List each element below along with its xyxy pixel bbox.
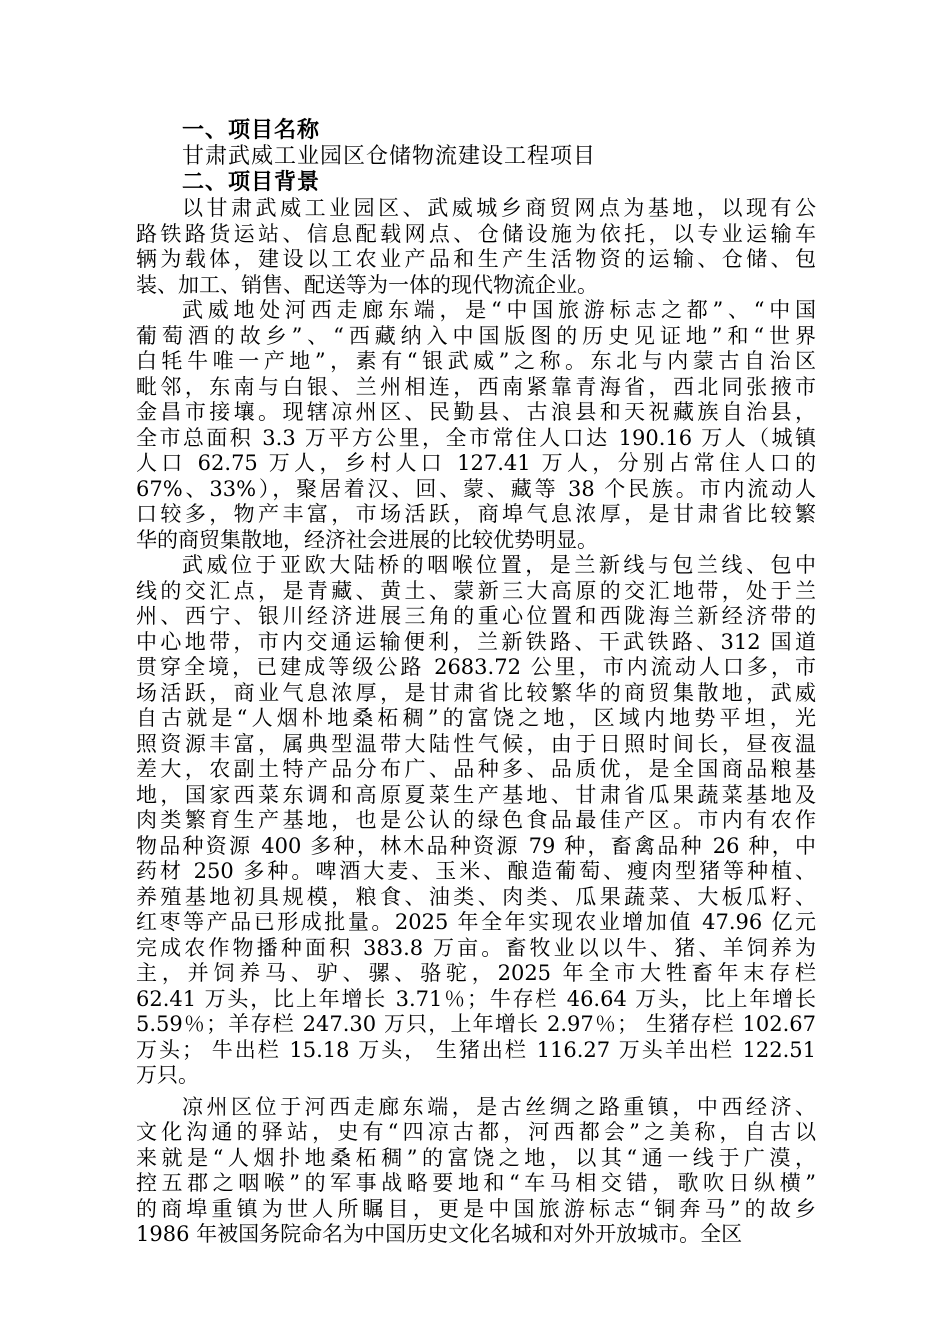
paragraph-line: 来就是“人烟扑地桑柘稠”的富饶之地，以其“通一线于广漠， (136, 1145, 816, 1170)
paragraph-line: 1986 年被国务院命名为中国历史文化名城和对外开放城市。全区 (136, 1222, 743, 1246)
paragraph-line: 路铁路货运站、信息配载网点、仓储设施为依托，以专业运输车 (136, 221, 816, 246)
paragraph-line: 物品种资源 400 多种，林木品种资源 79 种，畜禽品种 26 种，中 (136, 833, 816, 858)
paragraph-line: 完成农作物播种面积 383.8 万亩。畜牧业以以牛、猪、羊饲养为 (136, 935, 816, 960)
paragraph-line: 人口 62.75 万人，乡村人口 127.41 万人，分别占常住人口的 (136, 451, 816, 475)
paragraph-line: 67%、33%），聚居着汉、回、蒙、藏等 38 个民族。市内流动人 (136, 476, 816, 501)
paragraph-line: 葡萄酒的故乡”、“西藏纳入中国版图的历史见证地”和“世界 (136, 323, 816, 348)
paragraph-line: 差大，农副土特产品分布广、品种多、品质优，是全国商品粮基 (136, 757, 816, 781)
paragraph-line: 养殖基地初具规模，粮食、油类、肉类、瓜果蔬菜、大板瓜籽、 (136, 884, 816, 909)
paragraph-line: 药材 250 多种。啤酒大麦、玉米、酿造葡萄、瘦肉型猪等种植、 (136, 859, 816, 883)
paragraph-line: 照资源丰富，属典型温带大陆性气候，由于日照时间长，昼夜温 (136, 731, 816, 756)
paragraph-line: 以甘肃武威工业园区、武威城乡商贸网点为基地，以现有公 (182, 196, 816, 220)
paragraph-line: 文化沟通的驿站，史有“四凉古都，河西都会”之美称，自古以 (136, 1120, 816, 1144)
paragraph-line: 主，并饲养马、驴、骡、骆驼，2025 年全市大牲畜年末存栏 (136, 961, 816, 985)
paragraph-line: 线的交汇点，是青藏、黄土、蒙新三大高原的交汇地带，处于兰 (136, 578, 816, 603)
paragraph-line: 的商埠重镇为世人所瞩目，更是中国旅游标志“铜奔马”的故乡 (136, 1196, 816, 1221)
paragraph-line: 白牦牛唯一产地”，素有“银武威”之称。东北与内蒙古自治区 (136, 349, 816, 373)
section-heading-project-name: 一、项目名称 (182, 118, 321, 143)
paragraph-line: 华的商贸集散地，经济社会进展的比较优势明显。 (136, 527, 598, 552)
paragraph-line: 州、西宁、银川经济进展三角的重心位置和西陇海兰新经济带的 (136, 604, 816, 628)
paragraph-line: 万只。 (136, 1063, 199, 1087)
paragraph-line: 62.41 万头，比上年增长 3.71％；牛存栏 46.64 万头，比上年增长 (136, 986, 816, 1011)
paragraph (136, 298, 816, 553)
paragraph-line: 红枣等产品已形成批量。2025 年全年实现农业增加值 47.96 亿元 (136, 910, 816, 934)
paragraph (136, 196, 816, 298)
paragraph-line: 武威地处河西走廊东端，是“中国旅游标志之都”、“中国 (182, 298, 816, 322)
paragraph-line: 口较多，物产丰富，市场活跃，商埠气息浓厚，是甘肃省比较繁 (136, 502, 816, 526)
paragraph-line: 武威位于亚欧大陆桥的咽喉位置，是兰新线与包兰线、包中 (182, 553, 816, 577)
paragraph-line: 毗邻，东南与白银、兰州相连，西南紧靠青海省，西北同张掖市 (136, 374, 816, 399)
paragraph-line: 贯穿全境，已建成等级公路 2683.72 公里，市内流动人口多，市 (136, 655, 816, 679)
paragraph-line: 全市总面积 3.3 万平方公里，全市常住人口达 190.16 万人（城镇 (136, 425, 816, 450)
paragraph-line: 凉州区位于河西走廊东端，是古丝绸之路重镇，中西经济、 (182, 1094, 816, 1119)
paragraph (136, 1095, 816, 1248)
section-heading-project-background: 二、项目背景 (182, 170, 321, 195)
paragraph-line: 辆为载体，建设以工农业产品和生产生活物资的运输、仓储、包 (136, 247, 816, 271)
paragraph-line: 地，国家西菜东调和高原夏菜生产基地、甘肃省瓜果蔬菜基地及 (136, 782, 816, 807)
paragraph-line: 自古就是“人烟朴地桑柘稠”的富饶之地，区域内地势平坦，光 (136, 706, 816, 730)
project-title: 甘肃武威工业园区仓储物流建设工程项目 (182, 144, 597, 169)
paragraph-line: 肉类繁育生产基地，也是公认的绿色食品最佳产区。市内有农作 (136, 808, 816, 832)
paragraph-line: 金昌市接壤。现辖凉州区、民勤县、古浪县和天祝藏族自治县， (136, 400, 816, 424)
paragraph-line: 中心地带，市内交通运输便利，兰新铁路、干武铁路、312 国道 (136, 629, 816, 654)
paragraph-line: 场活跃，商业气息浓厚，是甘肃省比较繁华的商贸集散地，武威 (136, 680, 816, 705)
document-page (136, 118, 816, 1248)
paragraph-line: 装、加工、销售、配送等为一体的现代物流企业。 (136, 272, 598, 297)
paragraph-line: 控五郡之咽喉”的军事战略要地和“车马相交错，歌吹日纵横” (136, 1171, 816, 1195)
paragraph-line: 万头； 牛出栏 15.18 万头， 生猪出栏 116.27 万头羊出栏 122.51 (136, 1037, 816, 1062)
paragraph-line: 5.59％；羊存栏 247.30 万只，上年增长 2.97％； 生猪存栏 102.67 (136, 1012, 816, 1036)
paragraph (136, 553, 816, 1089)
body-text (136, 196, 816, 1248)
